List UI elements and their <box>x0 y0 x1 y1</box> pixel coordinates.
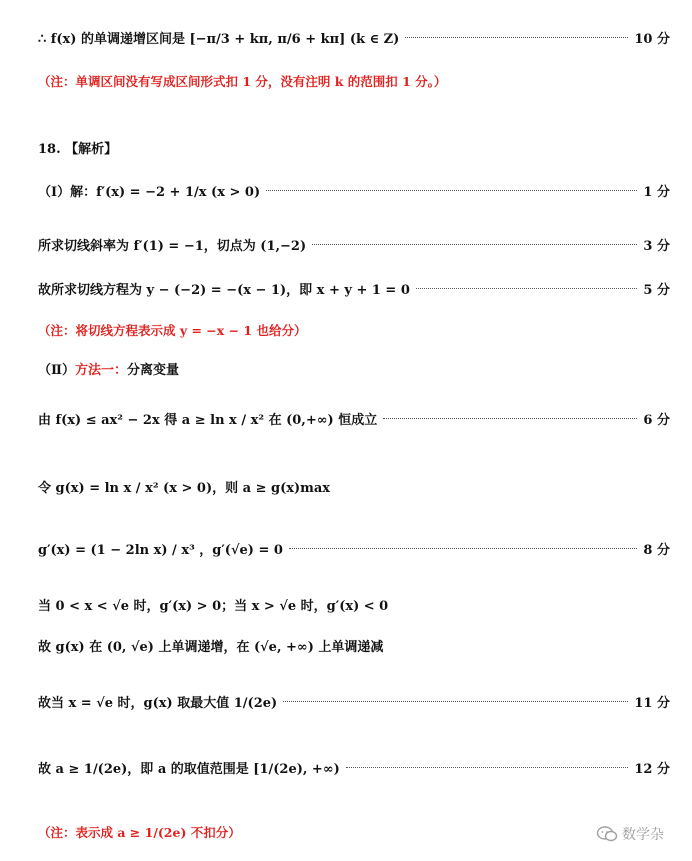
line-1-text: ∴ f(x) 的单调递增区间是 [−π/3 + kπ, π/6 + kπ] (k ∈ Z) <box>38 31 400 47</box>
watermark <box>596 821 692 847</box>
method-title: 分离变量 <box>126 362 179 378</box>
note-line-1 <box>38 70 670 92</box>
line-11-text: 故 a ≥ 1/(2e)，即 a 的取值范围是 [1/(2e), +∞) <box>38 761 340 777</box>
note-2-text: （注：将切线方程表示成 y = −x − 1 也给分） <box>38 323 307 338</box>
dotted-leader <box>416 288 638 289</box>
solution-line-1 <box>38 22 670 52</box>
line-2-score: 1 分 <box>643 184 670 200</box>
question-18-label: 18. 【解析】 <box>38 141 118 157</box>
solution-line-5 <box>38 400 670 436</box>
line-11-score: 12 分 <box>634 761 670 777</box>
dotted-leader <box>346 767 629 768</box>
line-10-text: 故当 x = √e 时，g(x) 取最大值 1/(2e) <box>38 695 278 711</box>
line-9-text: 故 g(x) 在 (0, √e) 上单调递增，在 (√e, +∞) 上单调递减 <box>38 639 384 655</box>
line-10-score: 11 分 <box>634 695 670 711</box>
line-2-text: （Ⅰ）解：f′(x) = −2 + 1/x (x > 0) <box>38 184 261 200</box>
dotted-leader <box>405 37 628 38</box>
line-7-score: 8 分 <box>643 542 670 558</box>
question-18-heading <box>38 136 670 158</box>
solution-line-2 <box>38 172 670 208</box>
line-8-text: 当 0 < x < √e 时，g′(x) > 0；当 x > √e 时，g′(x) < 0 <box>38 598 389 614</box>
solution-line-9 <box>38 633 670 657</box>
line-4-text: 故所求切线方程为 y − (−2) = −(x − 1)，即 x + y + 1 = 0 <box>38 282 410 298</box>
chat-bubble-icon <box>596 825 618 843</box>
solution-line-10 <box>38 683 670 719</box>
line-7-text: g′(x) = (1 − 2ln x) / x³ ，g′(√e) = 0 <box>38 542 283 558</box>
dotted-leader <box>289 548 638 549</box>
line-3-score: 3 分 <box>643 238 670 254</box>
solution-line-4 <box>38 277 670 299</box>
method-label: 方法一： <box>74 362 127 378</box>
line-5-text: 由 f(x) ≤ ax² − 2x 得 a ≥ ln x / x² 在 (0,+∞) 恒成立 <box>38 412 378 428</box>
watermark-text: 数学杂 <box>622 827 664 843</box>
part-2-label: （Ⅱ） <box>38 362 75 378</box>
dotted-leader <box>312 244 637 245</box>
dotted-leader <box>383 418 637 419</box>
dotted-leader <box>266 190 637 191</box>
solution-line-11 <box>38 749 670 785</box>
solution-line-8 <box>38 592 670 616</box>
part-2-heading <box>38 357 670 379</box>
line-4-score: 5 分 <box>643 282 670 298</box>
solution-line-7 <box>38 530 670 566</box>
line-3-text: 所求切线斜率为 f′(1) = −1，切点为 (1,−2) <box>38 238 307 254</box>
line-5-score: 6 分 <box>643 412 670 428</box>
dotted-leader <box>283 701 628 702</box>
note-1-text: （注：单调区间没有写成区间形式扣 1 分，没有注明 k 的范围扣 1 分。） <box>38 74 447 89</box>
solution-line-6 <box>38 468 670 504</box>
note-3-text: （注：表示成 a ≥ 1/(2e) 不扣分） <box>38 825 241 840</box>
line-1-score: 10 分 <box>634 31 670 47</box>
note-line-2 <box>38 319 670 341</box>
note-line-3 <box>38 818 670 846</box>
solution-line-3 <box>38 233 670 255</box>
line-6-text: 令 g(x) = ln x / x² (x > 0)，则 a ≥ g(x)max <box>38 480 331 496</box>
